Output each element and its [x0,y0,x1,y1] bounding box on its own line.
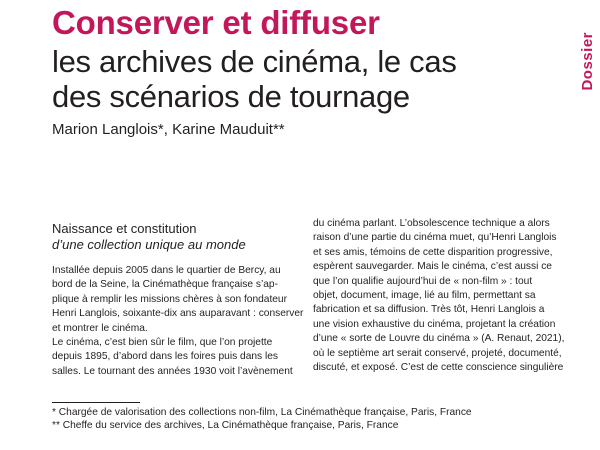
body-column-left [52,264,303,379]
section-heading-line: d’une collection unique au monde [52,237,246,252]
section-heading-line: Naissance et constitution [52,221,197,236]
authors-line: Marion Langlois*, Karine Mauduit** [52,121,285,138]
body-line: Installée depuis 2005 dans le quartier de Bercy, au [52,265,281,276]
body-line: objet, document, image, lié au film, permettant sa [313,290,536,302]
body-line: où le septième art serait conservé, projeté, documenté, [313,347,562,359]
body-line: plique à remplir les missions chères à son fondateur [52,293,287,305]
article-subtitle [52,44,457,114]
article-title: Conserver et diffuser [52,4,380,41]
body-line: et ses amis, témoins de cette disparition progressive, [313,246,553,258]
body-line: du cinéma parlant. L’obsolescence technique a alors [313,218,550,229]
body-line: discuté, et exposé. C’est de cette conscience singulière [313,362,564,374]
body-line: fabrication et sa diffusion. Très tôt, Henri Langlois a [313,304,545,316]
body-line: que l’on qualifie aujourd’hui de « non-film » : tout [313,275,533,287]
body-line: et montrer le cinéma. [52,322,148,334]
body-line: une vision exhaustive du cinéma, projetant la création [313,318,556,330]
section-label: Dossier [579,32,596,91]
subtitle-line: des scénarios de tournage [52,79,410,114]
body-line: salles. Le tournant des années 1930 voit l’avènement [52,365,293,377]
body-line: depuis 1895, d’abord dans les foires puis dans les [52,351,278,363]
body-line: raison d’une partie du cinéma muet, qu’Henri Langlois [313,232,557,244]
footnote: ** Cheffe du service des archives, La Cinémathèque française, Paris, France [52,420,399,431]
footnote-divider [52,402,140,403]
footnotes [52,406,472,432]
section-heading [52,221,312,253]
body-line: Henri Langlois, soixante-dix ans auparavant : conserver [52,308,304,320]
footnote: * Chargée de valorisation des collections non-film, La Cinémathèque française, Paris, France [52,407,472,418]
body-line: bord de la Seine, la Cinémathèque française s’ap- [52,279,278,291]
body-line: espèrent sauvegarder. Mais le cinéma, c’est aussi ce [313,261,552,273]
body-line: Le cinéma, c’est bien sûr le film, que l’on projette [52,337,273,349]
body-column-right [313,217,564,375]
body-line: d’une « sorte de Louvre du cinéma » (A. Renaut, 2021), [313,333,565,345]
subtitle-line: les archives de cinéma, le cas [52,44,457,79]
